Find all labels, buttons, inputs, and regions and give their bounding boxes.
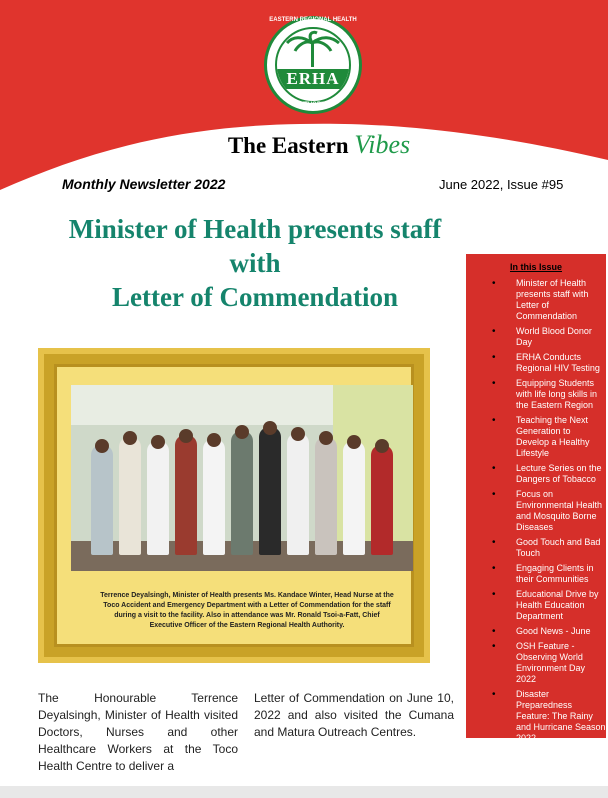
list-item[interactable]: • Engaging Clients in their Communities	[472, 563, 606, 585]
list-item[interactable]: • ERHA Conducts Regional HIV Testing	[472, 352, 606, 374]
logo-emblem	[275, 27, 351, 103]
photo-head	[319, 431, 333, 445]
photo-head	[95, 439, 109, 453]
photo-person	[91, 445, 113, 555]
in-this-issue-sidebar	[466, 254, 606, 743]
newsletter-masthead	[0, 130, 608, 160]
article-headline	[20, 212, 490, 314]
photo-caption: Terrence Deyalsingh, Minister of Health presents Ms. Kandace Winter, Head Nurse at the Toco Accident and Emergency Department with a Letter of Commendation for the staff during a visit to the facility. Also in attendance was Mr. Ronald Tsoi-a-Fatt, Chief Executive Officer of the Eastern Regional Health Authority.	[100, 592, 394, 629]
masthead-prefix: The Eastern	[227, 133, 355, 158]
headline-line-1: Minister of Health presents staff	[68, 214, 442, 244]
photo-person	[147, 441, 169, 555]
photo-person	[203, 439, 225, 555]
photo-head	[263, 421, 277, 435]
photo-head	[151, 435, 165, 449]
logo-acronym: ERHA	[277, 69, 349, 89]
list-item[interactable]: • OSH Feature - Observing World Environment Day 2022	[472, 641, 606, 685]
photo-frame	[38, 348, 430, 663]
photo-head	[375, 439, 389, 453]
article-column-2: Letter of Commendation on June 10, 2022 and also visited the Cumana and Matura Outreach Centres.	[254, 691, 454, 739]
list-item[interactable]: • Minister of Health presents staff with Letter of Commendation	[472, 278, 606, 322]
photo-person	[315, 437, 337, 555]
photo-person	[119, 437, 141, 555]
photo-head	[179, 429, 193, 443]
headline-line-3: Letter of Commendation	[112, 282, 398, 312]
photo-person	[259, 427, 281, 555]
photo-person	[231, 431, 253, 555]
list-item[interactable]: • Disaster Preparedness Feature: The Rainy and Hurricane Season 2022	[472, 689, 606, 744]
logo-ring-bottom-text: AUTHORITY	[295, 102, 331, 108]
photo-head	[235, 425, 249, 439]
list-item[interactable]: • Teaching the Next Generation to Develop a Healthy Lifestyle	[472, 415, 606, 459]
photo-mat	[54, 364, 414, 647]
masthead-accent: Vibes	[354, 130, 411, 159]
photo-head	[207, 433, 221, 447]
list-item[interactable]: • Good News - June	[472, 626, 606, 637]
list-item[interactable]: • Lecture Series on the Dangers of Tobacco	[472, 463, 606, 485]
photo-person	[287, 433, 309, 555]
photo-head	[291, 427, 305, 441]
photo-person	[371, 445, 393, 555]
headline-line-2: with	[229, 248, 281, 278]
erha-logo	[264, 16, 362, 114]
list-item[interactable]: • Educational Drive by Health Education Department	[472, 589, 606, 622]
sidebar-title: In this Issue	[509, 262, 562, 272]
list-item[interactable]: • Equipping Students with life long skills in the Eastern Region	[472, 378, 606, 411]
newsletter-series: Monthly Newsletter 2022	[62, 176, 226, 192]
group-photo	[71, 385, 413, 571]
photo-head	[347, 435, 361, 449]
issue-number: June 2022, Issue #95	[439, 177, 564, 192]
photo-head	[123, 431, 137, 445]
photo-person	[343, 441, 365, 555]
list-item[interactable]: • Focus on Environmental Health and Mosquito Borne Diseases	[472, 489, 606, 533]
article-column-1: The Honourable Terrence Deyalsingh, Minister of Health visited Doctors, Nurses and other Healthcare Workers at the Toco Health Centre to deliver a	[38, 691, 238, 773]
list-item[interactable]: • World Blood Donor Day	[472, 326, 606, 348]
palm-tree-icon	[277, 29, 349, 69]
page-bottom-strip	[0, 786, 608, 798]
issue-contents-list	[472, 278, 606, 748]
logo-ring-top-text: EASTERN REGIONAL HEALTH	[269, 17, 357, 23]
photo-person	[175, 435, 197, 555]
list-item[interactable]: • Good Touch and Bad Touch	[472, 537, 606, 559]
